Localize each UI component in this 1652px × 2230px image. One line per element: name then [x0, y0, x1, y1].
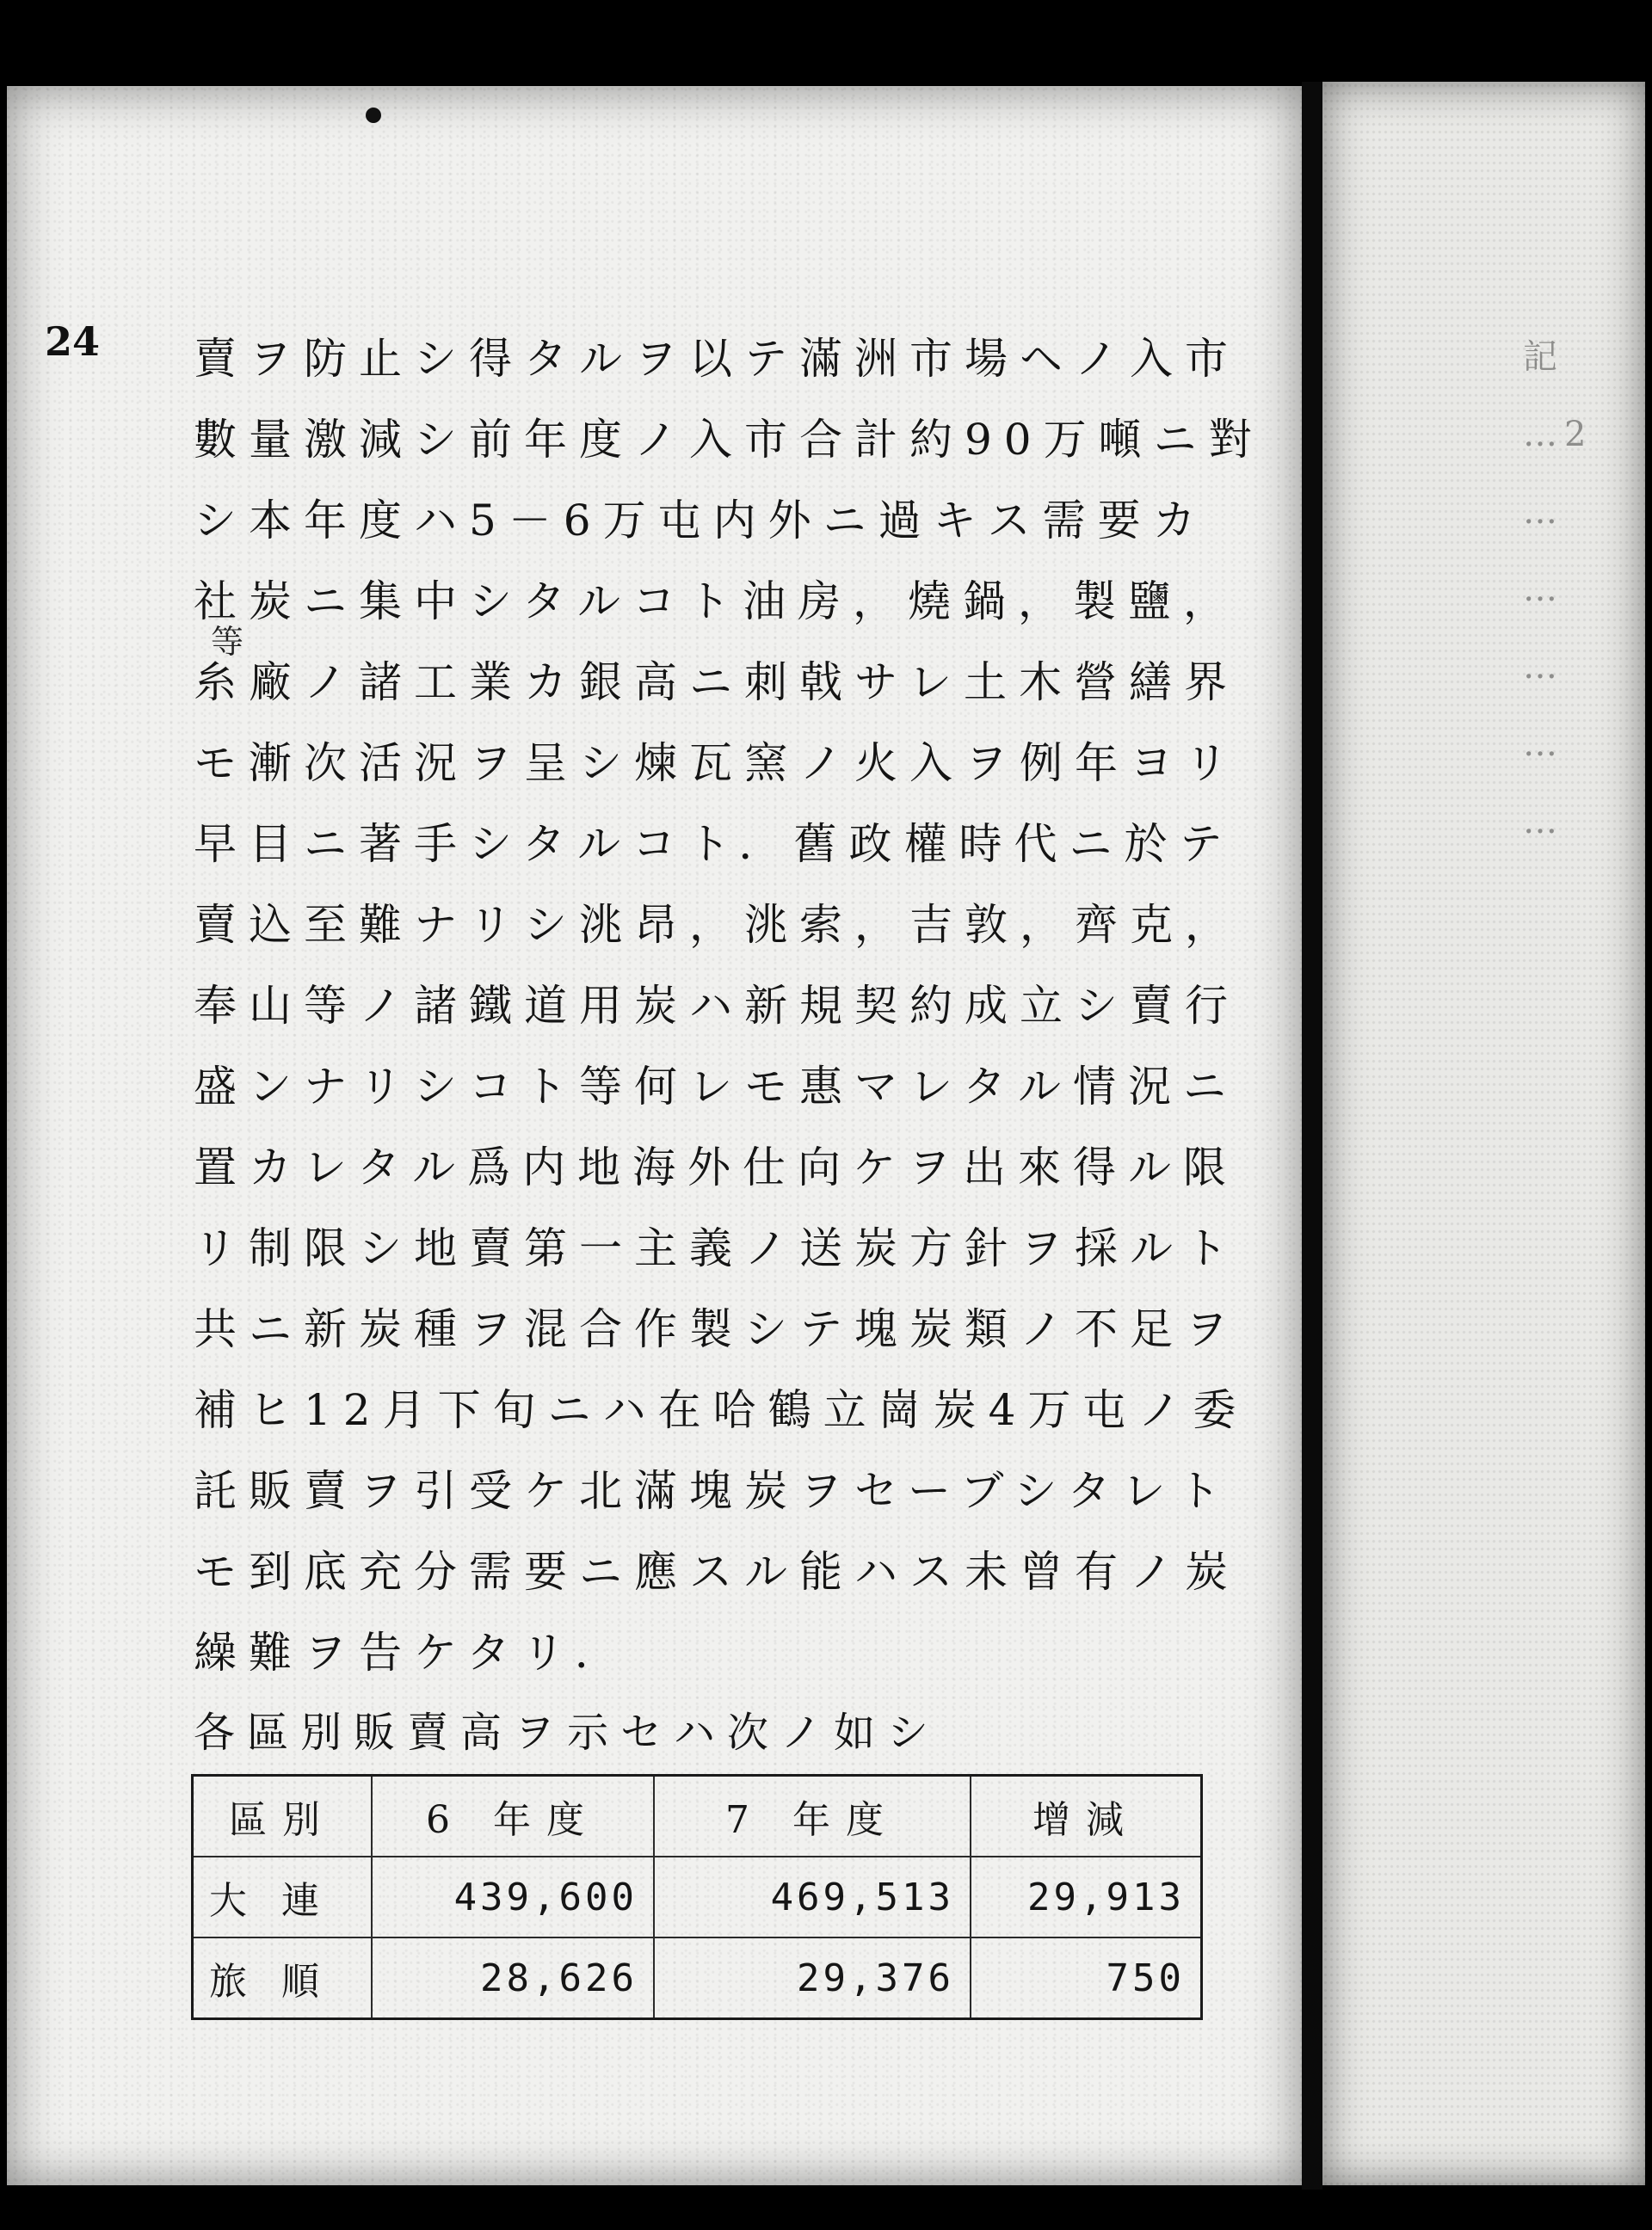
text-line: 盛ンナリシコト等何レモ惠マレタル情況ニ [194, 1062, 1238, 1112]
text-line: 賣込至難ナリシ洮昂，洮索，吉敦，齊克， [194, 900, 1240, 950]
text-line: 數量激減シ前年度ノ入市合計約90万噸ニ對 [194, 415, 1264, 465]
text-line: 繰難ヲ告ケタリ． [194, 1628, 630, 1678]
header-change: 增減 [971, 1776, 1202, 1857]
right-mark: …2 [1523, 415, 1593, 454]
table-header-row [193, 1776, 1202, 1857]
text-line: 奉山等ノ諸鐵道用炭ハ新規契約成立シ賣行 [194, 981, 1240, 1031]
text-line: 補ヒ12月下旬ニハ在哈鶴立崗炭4万屯ノ委 [194, 1385, 1248, 1435]
text-line: 社炭ニ集中シタルコト油房，燒鍋，製鹽， [194, 576, 1238, 626]
right-mark: … [1523, 570, 1564, 609]
table-row [193, 1857, 1202, 1937]
right-mark: … [1523, 802, 1564, 841]
text-line: 早目ニ著手シタルコト．舊政權時代ニ於テ [194, 819, 1235, 869]
cell-region: 旅順 [193, 1937, 373, 2019]
table-caption: 各區別販賣高ヲ示セハ次ノ如シ [194, 1709, 941, 1757]
cell-region: 大連 [193, 1857, 373, 1937]
page-number: 24 [45, 318, 101, 365]
right-page-marks [1523, 318, 1593, 860]
cell-change: 750 [971, 1937, 1202, 2019]
text-line: 共ニ新炭種ヲ混合作製シテ塊炭類ノ不足ヲ [194, 1304, 1240, 1354]
book-binding [1302, 82, 1322, 2190]
text-line: モ到底充分需要ニ應スル能ハス未曾有ノ炭 [194, 1547, 1240, 1597]
punch-hole [366, 108, 381, 123]
cell-change: 29,913 [971, 1857, 1202, 1937]
right-page [1322, 82, 1645, 2185]
cell-year6: 439,600 [372, 1857, 654, 1937]
header-region: 區別 [193, 1776, 373, 1857]
header-year6: 6 年度 [372, 1776, 654, 1857]
text-line: リ制限シ地賣第一主義ノ送炭方針ヲ採ルト [194, 1223, 1240, 1273]
text-line: 賣ヲ防止シ得タルヲ以テ滿洲市場ヘノ入市 [194, 334, 1240, 384]
table-row [193, 1937, 1202, 2019]
right-mark: … [1523, 724, 1564, 764]
text-line: 糸廠ノ諸工業カ銀高ニ刺戟サレ土木營繕界 [194, 657, 1239, 707]
right-mark: … [1523, 492, 1564, 532]
body-text [194, 318, 1264, 1693]
text-line: シ本年度ハ5－6万屯内外ニ過キス需要カ [194, 496, 1208, 545]
text-line: モ漸次活況ヲ呈シ煉瓦窯ノ火入ヲ例年ヨリ [194, 738, 1240, 788]
text-line: 託販賣ヲ引受ケ北滿塊炭ヲセーブシタレト [194, 1466, 1233, 1516]
header-year7: 7 年度 [654, 1776, 971, 1857]
right-mark: 記 [1523, 337, 1564, 377]
right-mark: … [1523, 647, 1564, 687]
handwritten-annotation: 等 [211, 623, 244, 661]
cell-year7: 469,513 [654, 1857, 971, 1937]
text-line: 置カレタル爲内地海外仕向ケヲ出來得ル限 [194, 1143, 1238, 1192]
sales-table [191, 1774, 1203, 2020]
cell-year7: 29,376 [654, 1937, 971, 2019]
cell-year6: 28,626 [372, 1937, 654, 2019]
